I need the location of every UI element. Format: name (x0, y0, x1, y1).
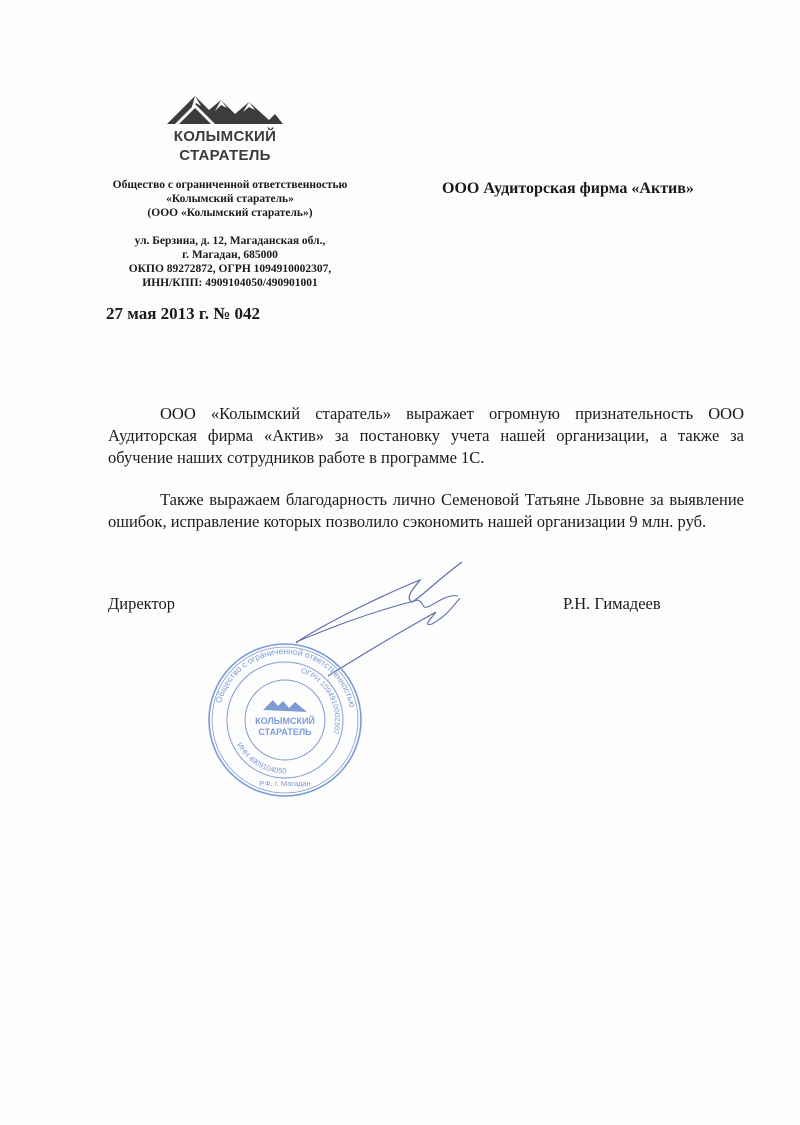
recipient: ООО Аудиторская фирма «Актив» (442, 180, 694, 197)
body-paragraph-1: ООО «Колымский старатель» выражает огромную признательность ООО Аудиторская фирма «Актив» за постановку учета нашей организации, а также за обучение наших сотрудников работе в программе 1С. (108, 404, 744, 467)
stamp-center-line-2: СТАРАТЕЛЬ (258, 727, 312, 737)
sender-org-line: «Колымский старатель» (166, 193, 294, 205)
company-stamp (205, 640, 365, 800)
body-paragraph-2: Также выражаем благодарность лично Семеновой Татьяне Львовне за выявление ошибок, исправление которых позволило сэкономить нашей организации 9 млн. руб. (108, 490, 744, 531)
sender-address-line: г. Магадан, 685000 (182, 249, 278, 261)
stamp-middle-text: ОГРН 1094910002307 (299, 665, 343, 736)
sender-address-line: ул. Берзина, д. 12, Магаданская обл., (134, 235, 326, 247)
stamp-center-line-1: КОЛЫМСКИЙ (255, 716, 315, 726)
stamp-mountains-icon (263, 700, 307, 712)
sender-address-line: ОКПО 89272872, ОГРН 1094910002307, (128, 263, 332, 275)
sender-org-line: (ООО «Колымский старатель») (147, 207, 313, 219)
signature-title: Директор (108, 594, 175, 613)
stamp-inner-text: ИНН 4909104050 (235, 740, 287, 776)
signature-name: Р.Н. Гимадеев (563, 594, 661, 613)
sender-org-line: Общество с ограниченной ответственностью (112, 179, 348, 191)
stamp-outer-text: Общество с ограниченной ответственностью (213, 645, 358, 709)
logo-line-2: СТАРАТЕЛЬ (179, 147, 271, 164)
document-date-number: 27 мая 2013 г. № 042 (106, 304, 261, 323)
svg-text:ИНН 4909104050 (235, 741, 286, 776)
sender-address-line: ИНН/КПП: 4909104050/490901001 (142, 277, 318, 289)
stamp-bottom-text: Р.Ф. г. Магадан (259, 779, 311, 788)
logo-line-1: КОЛЫМСКИЙ (173, 128, 277, 145)
